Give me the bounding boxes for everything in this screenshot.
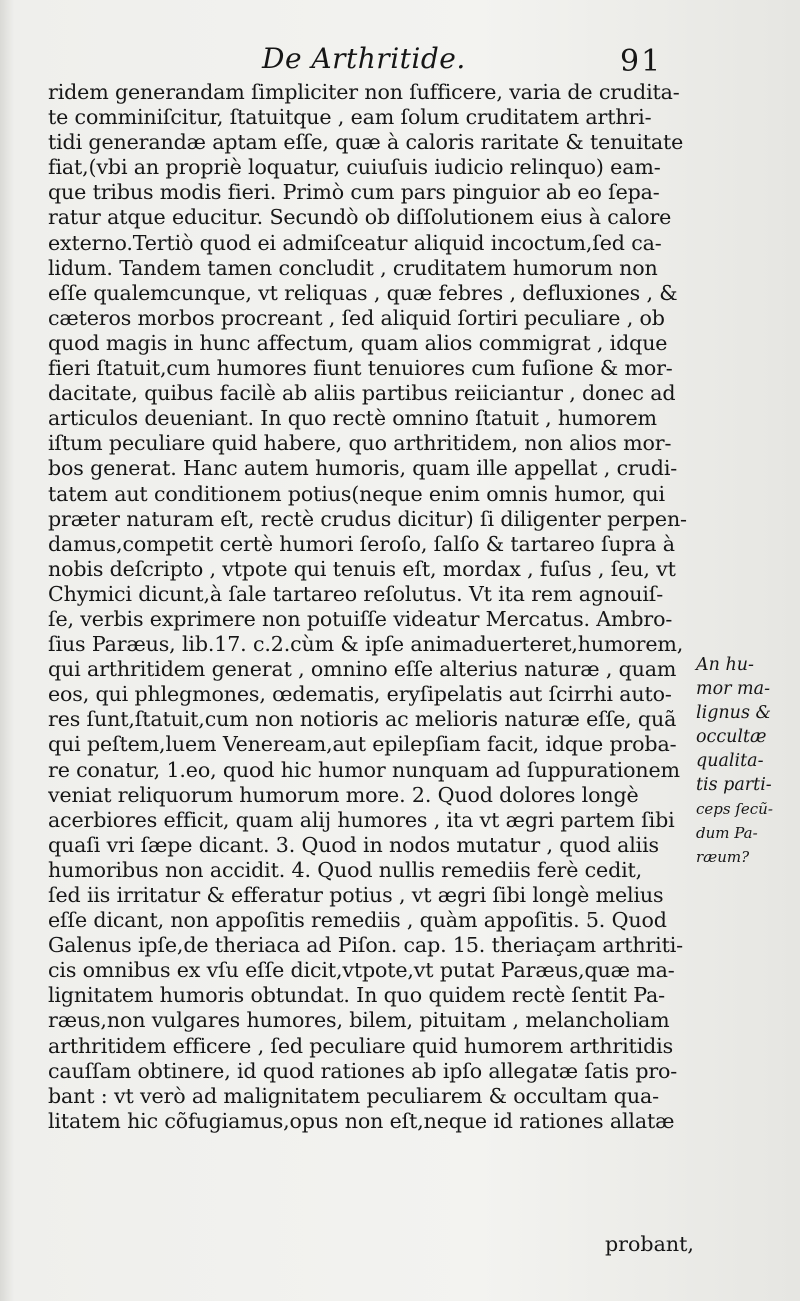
text-line: ſed iis irritatur & efferatur potius , vt ægri ſibi longè melius xyxy=(48,883,664,907)
text-line: cæteros morbos procreant , ſed aliquid ſortiri peculiare , ob xyxy=(48,305,665,330)
text-line: damus,competit certè humori ſeroſo, ſalſo & tartareo ſupra à xyxy=(48,531,675,556)
text-line: res ſunt,ſtatuit,cum non notioris ac melioris naturæ eſſe, quã xyxy=(48,707,677,732)
text-line: bos generat. Hanc autem humoris, quam ille appellat , crudi- xyxy=(48,456,678,481)
text-line: cauſſam obtinere, id quod rationes ab ipſo allegatæ ſatis pro- xyxy=(48,1058,678,1083)
marginal-note-line: dum Pa- xyxy=(696,824,758,842)
marginal-note-line: occultæ xyxy=(696,727,767,747)
text-line: fiat,(vbi an propriè loquatur, cuiuſuis iudicio relinquo) eam- xyxy=(48,155,661,180)
text-line: te comminiſcitur, ſtatuitque , eam ſolum cruditatem arthri- xyxy=(48,105,652,130)
marginal-note-line: mor ma- xyxy=(696,679,770,699)
marginal-note-line: lignus & xyxy=(696,703,772,723)
text-line: dacitate, quibus facilè ab aliis partibus reiiciantur , donec ad xyxy=(48,381,676,406)
text-line: ratur atque educitur. Secundò ob diſſolutionem eius à calore xyxy=(48,205,672,230)
text-line: re conatur, 1.eo, quod hic humor nunquam ad ſuppurationem xyxy=(48,757,680,782)
text-line: ræus,non vulgares humores, bilem, pituitam , melancholiam xyxy=(48,1008,670,1033)
text-line: eos, qui phlegmones, œdematis, eryſipelatis aut ſcirrhi auto- xyxy=(48,682,672,707)
text-line: articulos deueniant. In quo rectè omnino ſtatuit , humorem xyxy=(48,406,657,431)
text-line: præter naturam eſt, rectè crudus dicitur) ſi diligenter perpen- xyxy=(48,506,687,531)
text-line: ſius Paræus, lib.17. c.2.cùm & ipſe animaduerteret,humorem, xyxy=(48,632,684,657)
text-line: tatem aut conditionem potius(neque enim omnis humor, qui xyxy=(48,481,665,506)
text-line: lignitatem humoris obtundat. In quo quidem rectè ſentit Pa- xyxy=(48,983,665,1008)
text-line: eſſe dicant, non appoſitis remediis , quàm appoſitis. 5. Quod xyxy=(48,908,667,933)
page-header xyxy=(0,40,800,80)
text-line: iſtum peculiare quid habere, quo arthritidem, non alios mor- xyxy=(48,431,672,456)
text-line: qui arthritidem generat , omnino eſſe alterius naturæ , quam xyxy=(48,657,677,682)
text-line: eſſe qualemcunque, vt reliquas , quæ febres , defluxiones , & xyxy=(48,280,678,305)
marginal-note-line: qualita- xyxy=(696,751,764,771)
text-line: arthritidem efficere , ſed peculiare quid humorem arthritidis xyxy=(48,1033,674,1058)
text-line: Chymici dicunt,à ſale tartareo reſolutus. Vt ita rem agnouiſ- xyxy=(48,581,664,606)
text-line: acerbiores efficit, quam alij humores , ita vt ægri partem ſibi xyxy=(48,807,675,832)
marginal-note xyxy=(696,653,796,869)
text-line: quod magis in hunc affectum, quam alios commigrat , idque xyxy=(48,330,668,355)
text-line: qui peſtem,luem Veneream,aut epilepſiam facit, idque proba- xyxy=(48,732,677,757)
text-line: quaſi vri ſæpe dicant. 3. Quod in nodos mutatur , quod aliis xyxy=(48,832,659,857)
text-line: fieri ſtatuit,cum humores fiunt tenuiores cum fuſione & mor- xyxy=(48,356,673,381)
text-line: ſe, verbis exprimere non potuiſſe videatur Mercatus. Ambro- xyxy=(48,606,673,631)
text-line: lidum. Tandem tamen concludit , cruditatem humorum non xyxy=(48,255,658,280)
marginal-note-line: ræum? xyxy=(696,848,750,866)
page-number: 91 xyxy=(620,44,663,79)
text-line: que tribus modis fieri. Primò cum pars pinguior ab eo ſepa- xyxy=(48,180,660,205)
text-line: humoribus non accidit. 4. Quod nullis remediis ferè cedit, xyxy=(48,857,643,882)
text-line: bant : vt verò ad malignitatem peculiarem & occultam qua- xyxy=(48,1083,659,1108)
main-text-block xyxy=(48,80,688,1134)
text-line: nobis deſcripto , vtpote qui tenuis eſt, mordax , fuſus , ſeu, vt xyxy=(48,556,676,581)
text-line: veniat reliquorum humorum more. 2. Quod dolores longè xyxy=(48,782,639,807)
running-title: De Arthritide. xyxy=(262,42,466,75)
marginal-note-line: tis parti- xyxy=(696,775,772,795)
catchword: probant, xyxy=(605,1232,694,1256)
marginal-note-line: ceps ſecũ- xyxy=(696,800,773,818)
marginal-note-line: An hu- xyxy=(696,655,754,675)
text-line: litatem hic cõfugiamus,opus non eſt,neque id rationes allatæ xyxy=(48,1108,675,1133)
text-line: ridem generandam ſimpliciter non ſufficere, varia de crudita- xyxy=(48,80,680,104)
text-line: Galenus ipſe,de theriaca ad Piſon. cap. 15. theriaçam arthriti- xyxy=(48,933,683,958)
text-line: tidi generandæ aptam eſſe, quæ à caloris raritate & tenuitate xyxy=(48,130,684,155)
text-line: cis omnibus ex vſu eſſe dicit,vtpote,vt putat Paræus,quæ ma- xyxy=(48,958,675,983)
text-line: externo.Tertiò quod ei admiſceatur aliquid incoctum,ſed ca- xyxy=(48,230,662,255)
